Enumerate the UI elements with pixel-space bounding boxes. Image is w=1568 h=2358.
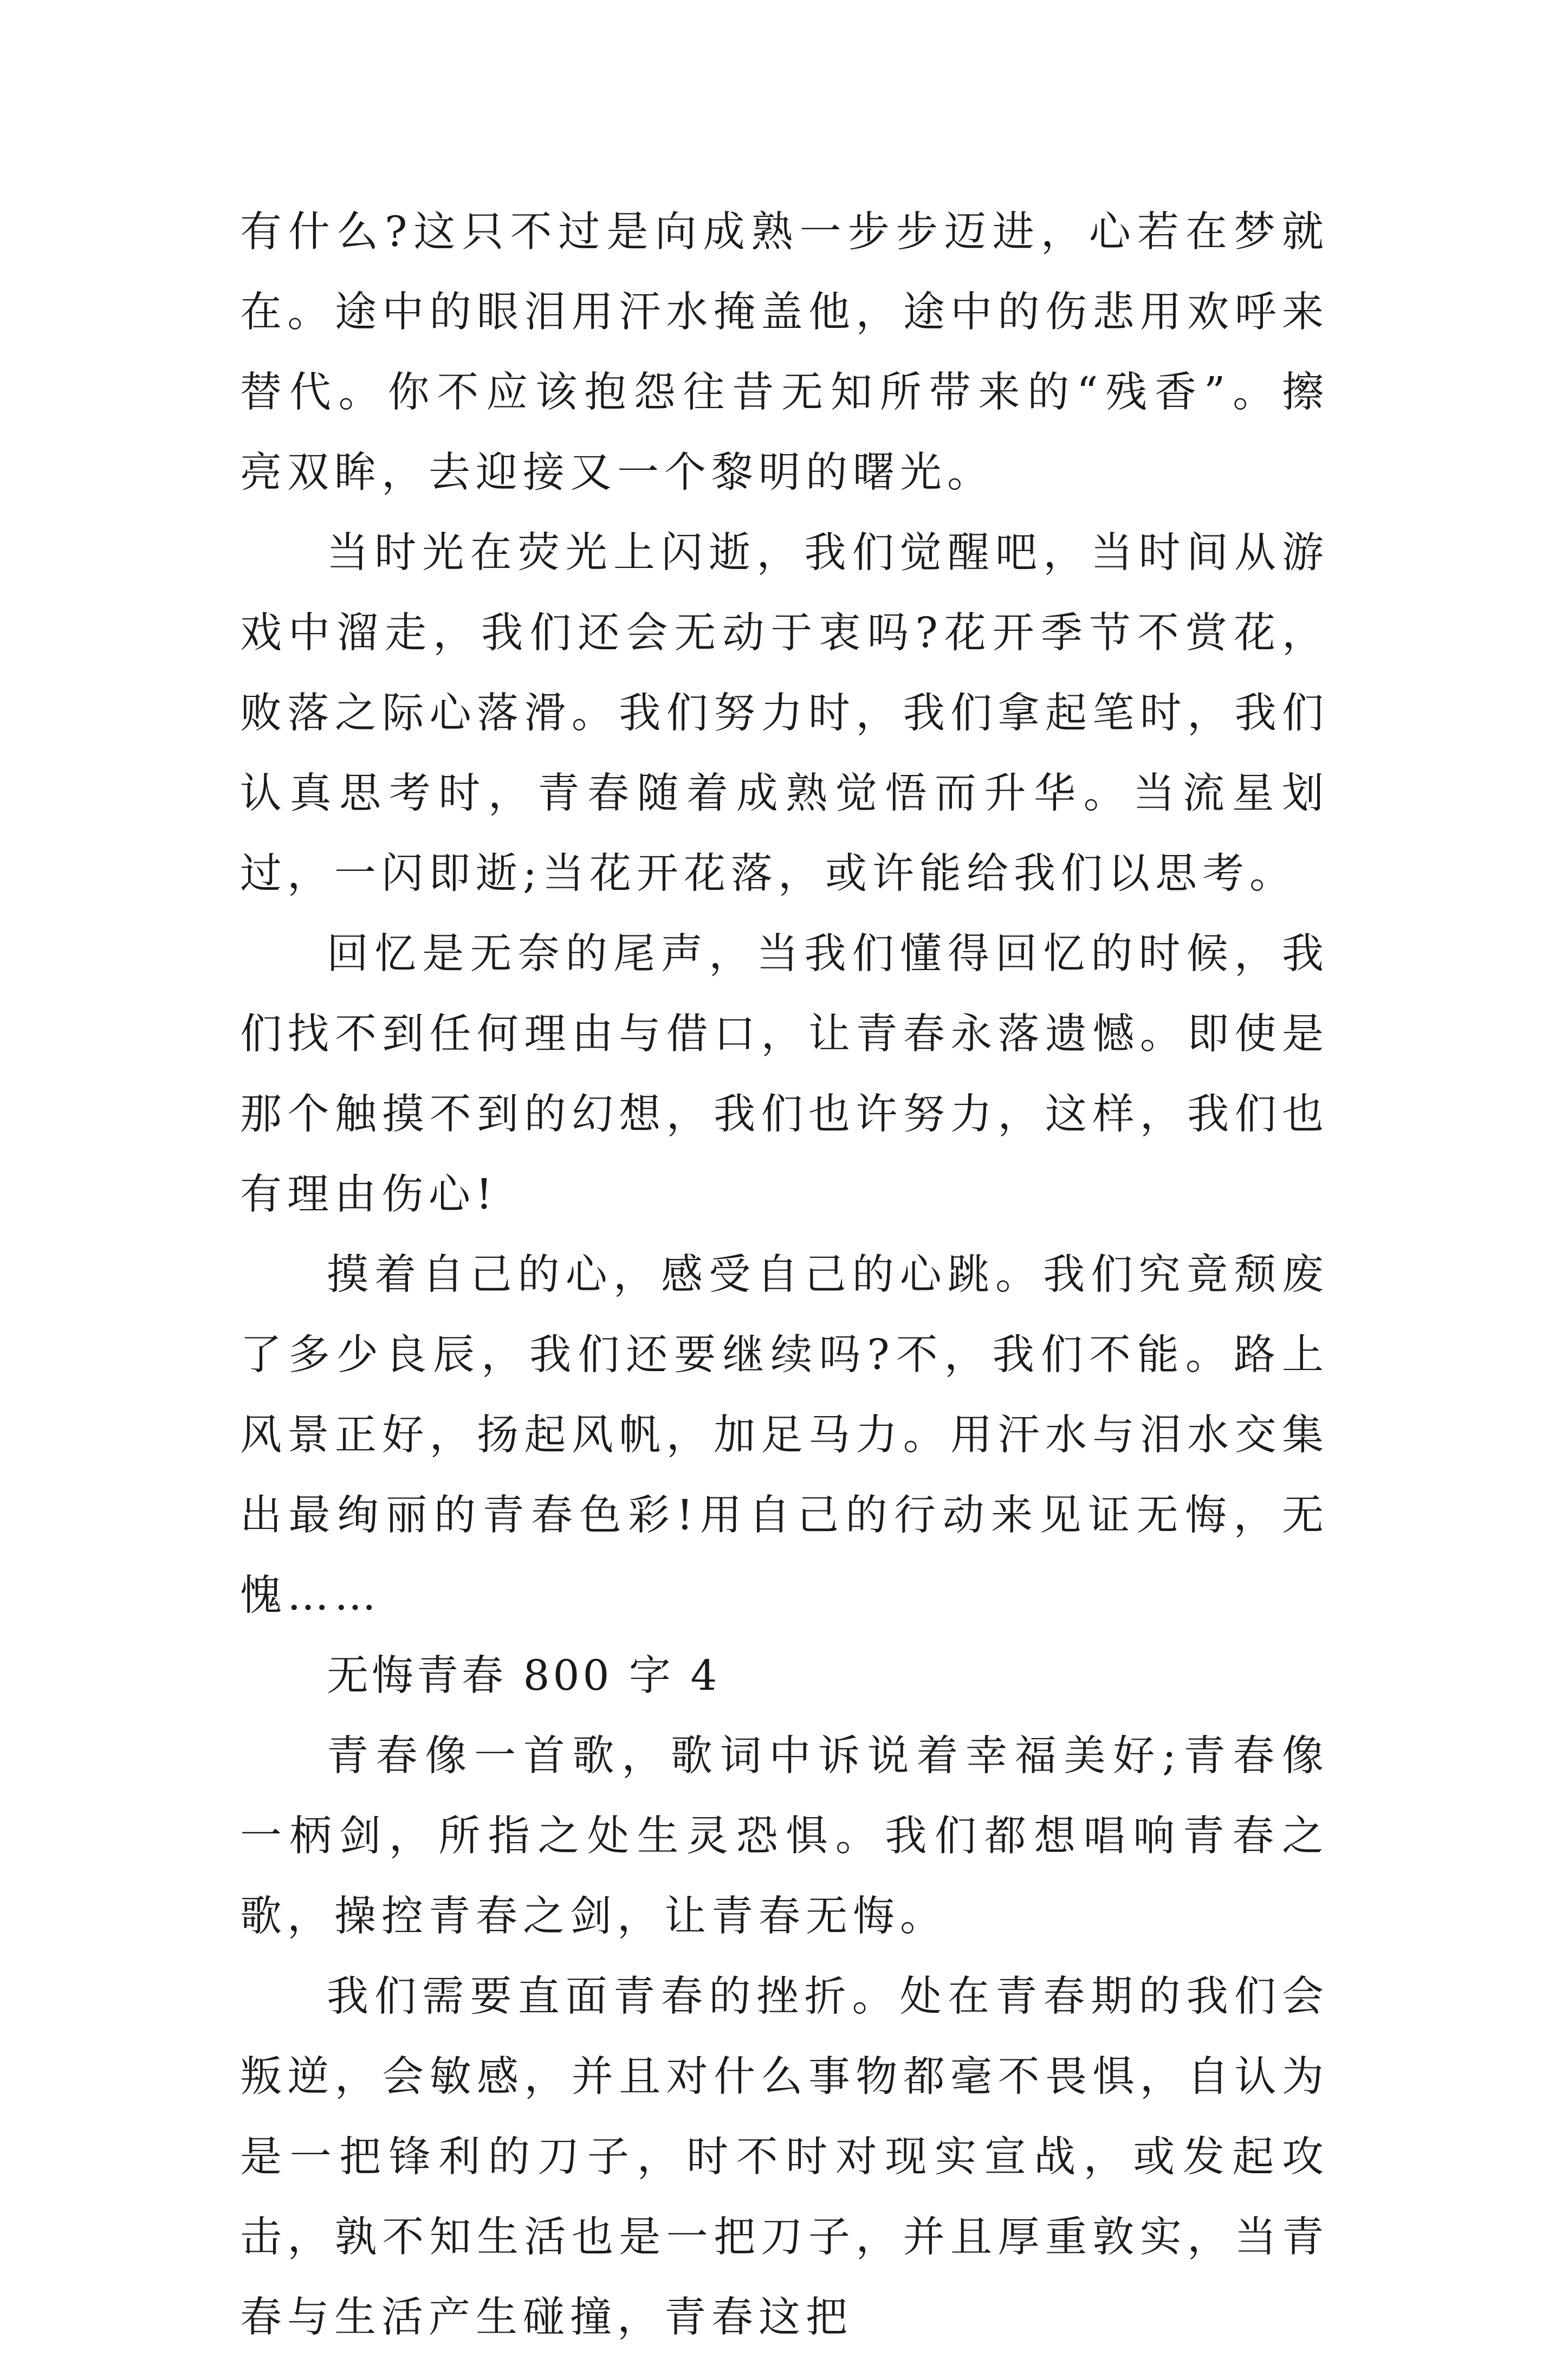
document-body — [240, 192, 1329, 2358]
section-title: 无悔青春 800 字 4 — [327, 1652, 721, 1700]
paragraph: 我们需要直面青春的挫折。处在青春期的我们会叛逆，会敏感，并且对什么事物都毫不畏惧，自认为是一把锋利的刀子，时不时对现实宣战，或发起攻击，孰不知生活也是一把刀子，并且厚重敦实，当青春与生活产生碰撞，青春这把 — [240, 1973, 1329, 2342]
paragraph-continued: 有什么?这只不过是向成熟一步步迈进，心若在梦就在。途中的眼泪用汗水掩盖他，途中的伤悲用欢呼来替代。你不应该抱怨往昔无知所带来的“残香”。擦亮双眸，去迎接又一个黎明的曙光。 — [240, 208, 1329, 497]
paragraph: 当时光在荧光上闪逝，我们觉醒吧，当时间从游戏中溜走，我们还会无动于衷吗?花开季节不赏花，败落之际心落滑。我们努力时，我们拿起笔时，我们认真思考时，青春随着成熟觉悟而升华。当流星划过，一闪即逝;当花开花落，或许能给我们以思考。 — [240, 529, 1329, 898]
paragraph: 青春像一首歌，歌词中诉说着幸福美好;青春像一柄剑，所指之处生灵恐惧。我们都想唱响青春之歌，操控青春之剑，让青春无悔。 — [240, 1732, 1329, 1941]
paragraph: 摸着自己的心，感受自己的心跳。我们究竟颓废了多少良辰，我们还要继续吗?不，我们不能。路上风景正好，扬起风帆，加足马力。用汗水与泪水交集出最绚丽的青春色彩!用自己的行动来见证无悔，无愧…… — [240, 1251, 1329, 1620]
paragraph: 回忆是无奈的尾声，当我们懂得回忆的时候，我们找不到任何理由与借口，让青春永落遗憾。即使是那个触摸不到的幻想，我们也许努力，这样，我们也有理由伤心! — [240, 930, 1329, 1219]
